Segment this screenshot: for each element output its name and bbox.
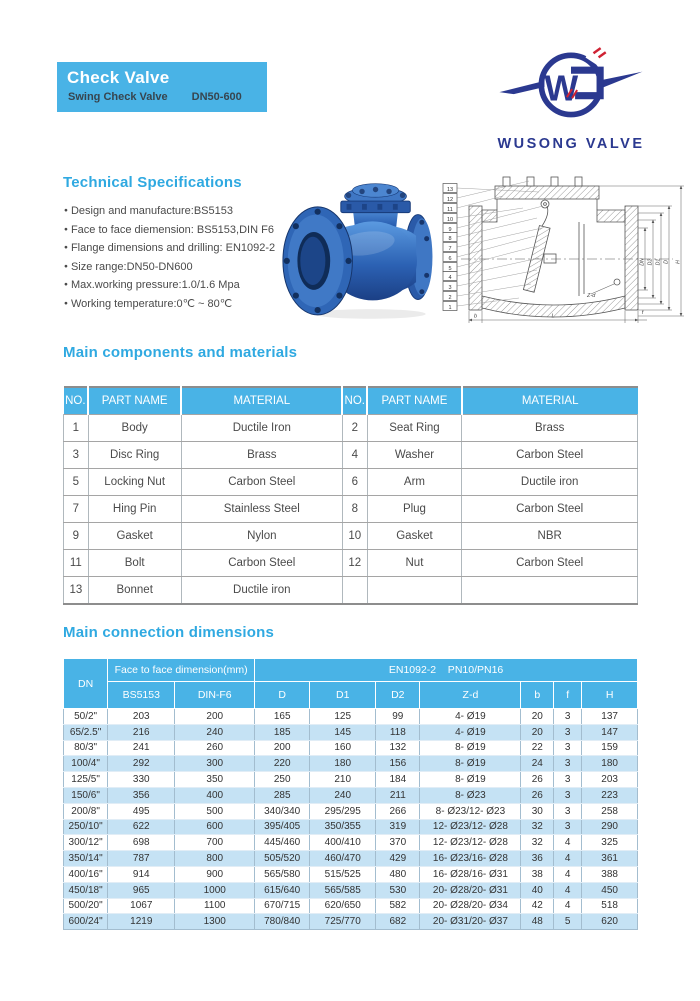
component-cell: NBR [462, 523, 638, 550]
dimension-cell: 450/18" [64, 882, 108, 898]
components-header-row [64, 387, 638, 415]
dimension-cell: 20- Ø28/20- Ø31 [420, 882, 521, 898]
dimension-cell: 32 [521, 835, 554, 851]
table-row [64, 851, 638, 867]
dimension-cell: 150/6" [64, 787, 108, 803]
dimension-cell: 330 [108, 772, 175, 788]
table-row [64, 523, 638, 550]
component-cell: 1 [64, 415, 89, 442]
dimension-cell: 445/460 [255, 835, 310, 851]
dimension-cell: 450 [582, 882, 638, 898]
dimension-cell: 20 [521, 724, 554, 740]
dim-group-header-row [64, 659, 638, 682]
table-row [64, 577, 638, 605]
dimension-cell: 300 [175, 756, 255, 772]
dimension-cell: 241 [108, 740, 175, 756]
dimension-cell: 350 [175, 772, 255, 788]
dimension-cell: 180 [310, 756, 376, 772]
table-row [64, 819, 638, 835]
component-cell: 3 [64, 442, 89, 469]
component-cell: Stainless Steel [181, 496, 342, 523]
components-title: Main components and materials [63, 344, 298, 361]
dimension-cell: 220 [255, 756, 310, 772]
dimension-cell: 100/4" [64, 756, 108, 772]
dimension-cell: 787 [108, 851, 175, 867]
dimension-cell: 1000 [175, 882, 255, 898]
dimension-cell: 266 [376, 803, 420, 819]
drawing-bottom-label: b [473, 313, 478, 320]
drawing-zd-label: Z-d [587, 293, 596, 299]
table-row [64, 724, 638, 740]
dimension-cell: 203 [582, 772, 638, 788]
dimension-cell: 900 [175, 866, 255, 882]
col-header-en1092: EN1092-2 PN10/PN16 [255, 659, 638, 682]
dimension-cell: 22 [521, 740, 554, 756]
dimension-cell: 400/16" [64, 866, 108, 882]
dimension-cell: 99 [376, 709, 420, 725]
dimension-cell: 12- Ø23/12- Ø28 [420, 835, 521, 851]
dimension-cell: 8- Ø19 [420, 756, 521, 772]
table-row [64, 709, 638, 725]
dimension-cell: 20- Ø28/20- Ø34 [420, 898, 521, 914]
component-cell: Disc Ring [88, 442, 181, 469]
dimension-cell: 240 [175, 724, 255, 740]
dimension-cell: 500/20" [64, 898, 108, 914]
dimension-cell: 4- Ø19 [420, 724, 521, 740]
col-header-no: NO. [342, 387, 367, 415]
drawing-callout: 13 [446, 186, 454, 193]
drawing-dim-label: D2 [647, 258, 654, 266]
dimension-cell: 80/3" [64, 740, 108, 756]
drawing-callout: 4 [448, 274, 452, 281]
component-cell: Seat Ring [367, 415, 462, 442]
component-cell: 4 [342, 442, 367, 469]
spec-item: ● Flange dimensions and drilling: EN1092-2 [64, 239, 275, 258]
dimension-cell: 800 [175, 851, 255, 867]
drawing-bottom-label: f [641, 310, 644, 316]
table-row [64, 469, 638, 496]
dimension-cell: 356 [108, 787, 175, 803]
component-cell: Carbon Steel [181, 469, 342, 496]
component-cell: 13 [64, 577, 89, 605]
drawing-callout: 9 [448, 226, 452, 233]
dimension-cell: 50/2" [64, 709, 108, 725]
dimension-cell: 30 [521, 803, 554, 819]
dimension-cell: 240 [310, 787, 376, 803]
dimension-cell: 137 [582, 709, 638, 725]
dimension-cell: 20 [521, 709, 554, 725]
product-subtitle: Swing Check Valve [68, 91, 168, 103]
table-row [64, 803, 638, 819]
component-cell: Bonnet [88, 577, 181, 605]
component-cell: Nut [367, 550, 462, 577]
dimension-cell: 200/8" [64, 803, 108, 819]
dimension-cell: 118 [376, 724, 420, 740]
drawing-callout: 6 [448, 255, 452, 262]
col-header-part-name: PART NAME [367, 387, 462, 415]
component-cell: Arm [367, 469, 462, 496]
drawing-dim-label: D1 [655, 258, 662, 266]
product-title: Check Valve [67, 68, 170, 87]
dim-sub-header: BS5153 [108, 682, 175, 709]
dimensions-title: Main connection dimensions [63, 624, 275, 641]
dimension-cell: 3 [554, 803, 582, 819]
dimension-cell: 24 [521, 756, 554, 772]
dimension-cell: 505/520 [255, 851, 310, 867]
dimension-cell: 48 [521, 914, 554, 930]
col-header-material: MATERIAL [181, 387, 342, 415]
dimension-cell: 65/2.5" [64, 724, 108, 740]
component-cell: Plug [367, 496, 462, 523]
dimension-cell: 216 [108, 724, 175, 740]
component-cell: Hing Pin [88, 496, 181, 523]
dimension-cell: 361 [582, 851, 638, 867]
dimension-cell: 1100 [175, 898, 255, 914]
table-row [64, 415, 638, 442]
dimension-cell: 325 [582, 835, 638, 851]
dimension-cell: 615/640 [255, 882, 310, 898]
dimension-cell: 565/585 [310, 882, 376, 898]
table-row [64, 835, 638, 851]
dim-sub-header: f [554, 682, 582, 709]
dimension-cell: 159 [582, 740, 638, 756]
dimension-cell: 1300 [175, 914, 255, 930]
component-cell: Brass [462, 415, 638, 442]
dimension-cell: 914 [108, 866, 175, 882]
dim-sub-header: D2 [376, 682, 420, 709]
dimension-cell: 622 [108, 819, 175, 835]
table-row [64, 740, 638, 756]
dimension-cell: 3 [554, 756, 582, 772]
component-cell: Body [88, 415, 181, 442]
dimension-cell: 26 [521, 772, 554, 788]
component-cell: 9 [64, 523, 89, 550]
dimension-cell: 500 [175, 803, 255, 819]
component-cell: Carbon Steel [462, 496, 638, 523]
dimension-cell: 20- Ø31/20- Ø37 [420, 914, 521, 930]
spec-item: ● Design and manufacture:BS5153 [64, 202, 275, 221]
dimension-cell: 156 [376, 756, 420, 772]
dimension-cell: 670/715 [255, 898, 310, 914]
dimension-cell: 1067 [108, 898, 175, 914]
drawing-callout: 7 [448, 245, 452, 252]
dim-sub-header: b [521, 682, 554, 709]
drawing-callout: 5 [448, 265, 452, 272]
dimension-cell: 4 [554, 898, 582, 914]
dim-sub-header: H [582, 682, 638, 709]
dimension-cell: 370 [376, 835, 420, 851]
dimension-cell: 145 [310, 724, 376, 740]
component-cell: 6 [342, 469, 367, 496]
dimension-cell: 400 [175, 787, 255, 803]
dimension-cell: 698 [108, 835, 175, 851]
table-row [64, 496, 638, 523]
dimension-cell: 125 [310, 709, 376, 725]
dimension-cell: 200 [175, 709, 255, 725]
dimension-cell: 725/770 [310, 914, 376, 930]
dimension-cell: 4- Ø19 [420, 709, 521, 725]
size-range: DN50-600 [191, 91, 242, 103]
dimension-cell: 38 [521, 866, 554, 882]
dimension-cell: 600/24" [64, 914, 108, 930]
dimension-cell: 125/5" [64, 772, 108, 788]
dimension-cell: 223 [582, 787, 638, 803]
table-row [64, 866, 638, 882]
dimension-cell: 260 [175, 740, 255, 756]
dimension-cell: 8- Ø23/12- Ø23 [420, 803, 521, 819]
brand-name: WUSONG VALVE [497, 136, 645, 152]
dimension-cell: 180 [582, 756, 638, 772]
component-cell: Locking Nut [88, 469, 181, 496]
dimension-cell: 1219 [108, 914, 175, 930]
dimension-cell: 3 [554, 772, 582, 788]
table-row [64, 772, 638, 788]
components-materials-table [63, 386, 638, 605]
component-cell: 10 [342, 523, 367, 550]
dimension-cell: 4 [554, 835, 582, 851]
component-cell: Gasket [367, 523, 462, 550]
dimension-cell: 250 [255, 772, 310, 788]
dimension-cell: 3 [554, 787, 582, 803]
dimension-cell: 429 [376, 851, 420, 867]
dimension-cell: 4 [554, 866, 582, 882]
dimension-cell: 620 [582, 914, 638, 930]
tech-specs-list [64, 202, 275, 314]
dimension-cell: 780/840 [255, 914, 310, 930]
component-cell: Carbon Steel [181, 550, 342, 577]
product-banner [57, 62, 267, 112]
dimension-cell: 3 [554, 740, 582, 756]
dimension-cell: 495 [108, 803, 175, 819]
drawing-callout: 11 [447, 206, 453, 213]
spec-item: ● Face to face diemension: BS5153,DIN F6 [64, 221, 275, 240]
check-valve-illustration-icon [281, 163, 445, 325]
dimension-cell: 36 [521, 851, 554, 867]
dimension-cell: 290 [582, 819, 638, 835]
dimension-cell: 250/10" [64, 819, 108, 835]
dimension-cell: 132 [376, 740, 420, 756]
component-cell: 12 [342, 550, 367, 577]
dimension-cell: 5 [554, 914, 582, 930]
drawing-callout: 3 [448, 284, 452, 291]
dimension-cell: 26 [521, 787, 554, 803]
dimension-cell: 3 [554, 819, 582, 835]
dimension-cell: 147 [582, 724, 638, 740]
col-header-part-name: PART NAME [88, 387, 181, 415]
dimension-cell: 460/470 [310, 851, 376, 867]
dimension-cell: 211 [376, 787, 420, 803]
table-row [64, 550, 638, 577]
spec-item: ● Size range:DN50-DN600 [64, 258, 275, 277]
dim-sub-header: DIN-F6 [175, 682, 255, 709]
component-cell: Bolt [88, 550, 181, 577]
valve-drawing [438, 170, 690, 335]
drawing-bottom-label: L [551, 313, 555, 320]
dimension-cell: 319 [376, 819, 420, 835]
dimension-cell: 600 [175, 819, 255, 835]
dimension-cell: 285 [255, 787, 310, 803]
drawing-callout: 1 [448, 304, 452, 311]
dimension-cell: 515/525 [310, 866, 376, 882]
dimension-cell: 388 [582, 866, 638, 882]
drawing-callout: 8 [448, 235, 452, 242]
table-row [64, 756, 638, 772]
dimension-cell: 210 [310, 772, 376, 788]
component-cell [462, 577, 638, 605]
dimension-cell: 565/580 [255, 866, 310, 882]
component-cell: 5 [64, 469, 89, 496]
spec-item: ● Working temperature:0℃ ~ 80℃ [64, 295, 275, 314]
dimension-cell: 8- Ø19 [420, 740, 521, 756]
dimension-cell: 3 [554, 724, 582, 740]
col-header-face-to-face: Face to face dimension(mm) [108, 659, 255, 682]
dimension-cell: 160 [310, 740, 376, 756]
component-cell: 8 [342, 496, 367, 523]
drawing-dim-label: H [675, 260, 682, 264]
component-cell: Gasket [88, 523, 181, 550]
dimension-cell: 16- Ø28/16- Ø31 [420, 866, 521, 882]
component-cell: 7 [64, 496, 89, 523]
dim-sub-header: D [255, 682, 310, 709]
dimension-cell: 42 [521, 898, 554, 914]
dimension-cell: 700 [175, 835, 255, 851]
dimension-cell: 350/355 [310, 819, 376, 835]
dimension-cell: 480 [376, 866, 420, 882]
dimension-cell: 582 [376, 898, 420, 914]
table-row [64, 882, 638, 898]
dimension-cell: 203 [108, 709, 175, 725]
dimension-cell: 400/410 [310, 835, 376, 851]
dimension-cell: 32 [521, 819, 554, 835]
component-cell: Washer [367, 442, 462, 469]
dimension-cell: 300/12" [64, 835, 108, 851]
drawing-callout: 12 [446, 196, 454, 203]
dim-sub-header-row [64, 682, 638, 709]
col-header-dn: DN [64, 659, 108, 709]
dimension-cell: 12- Ø23/12- Ø28 [420, 819, 521, 835]
drawing-dim-label: D [663, 260, 670, 264]
valve-photo [281, 163, 445, 330]
dimension-cell: 4 [554, 851, 582, 867]
dimension-cell: 185 [255, 724, 310, 740]
component-cell: Nylon [181, 523, 342, 550]
dimension-cell: 295/295 [310, 803, 376, 819]
table-row [64, 442, 638, 469]
dimension-cell: 3 [554, 709, 582, 725]
dim-sub-header: Z-d [420, 682, 521, 709]
logo-mark-icon [497, 40, 645, 134]
connection-dimensions-table [63, 658, 638, 930]
dimension-cell: 530 [376, 882, 420, 898]
dimension-cell: 8- Ø23 [420, 787, 521, 803]
dimension-cell: 40 [521, 882, 554, 898]
tech-specs-title: Technical Specifications [63, 174, 242, 191]
dimension-cell: 200 [255, 740, 310, 756]
component-cell: Carbon Steel [462, 550, 638, 577]
drawing-callout: 2 [448, 294, 452, 301]
component-cell: Ductile iron [181, 577, 342, 605]
component-cell: Ductile iron [462, 469, 638, 496]
col-header-material: MATERIAL [462, 387, 638, 415]
component-cell: Carbon Steel [462, 442, 638, 469]
table-row [64, 898, 638, 914]
product-subtitle-row [57, 91, 267, 103]
dimension-cell: 4 [554, 882, 582, 898]
component-cell: Ductile Iron [181, 415, 342, 442]
dimension-cell: 518 [582, 898, 638, 914]
component-cell [367, 577, 462, 605]
dimension-cell: 184 [376, 772, 420, 788]
spec-item: ● Max.working pressure:1.0/1.6 Mpa [64, 276, 275, 295]
dimension-cell: 395/405 [255, 819, 310, 835]
component-cell: 11 [64, 550, 89, 577]
dimension-cell: 292 [108, 756, 175, 772]
drawing-dim-label: DN [639, 258, 646, 266]
table-row [64, 914, 638, 930]
dimension-cell: 965 [108, 882, 175, 898]
dimension-cell: 340/340 [255, 803, 310, 819]
col-header-no: NO. [64, 387, 89, 415]
dimension-cell: 165 [255, 709, 310, 725]
dimension-cell: 620/650 [310, 898, 376, 914]
valve-section-drawing-icon [438, 170, 690, 330]
dimension-cell: 682 [376, 914, 420, 930]
svg-text:W: W [544, 68, 579, 109]
dimension-cell: 16- Ø23/16- Ø28 [420, 851, 521, 867]
brand-logo [492, 40, 650, 152]
table-row [64, 787, 638, 803]
dimension-cell: 350/14" [64, 851, 108, 867]
dimension-cell: 258 [582, 803, 638, 819]
component-cell: 2 [342, 415, 367, 442]
dim-sub-header: D1 [310, 682, 376, 709]
drawing-callout: 10 [446, 216, 454, 223]
dimension-cell: 8- Ø19 [420, 772, 521, 788]
component-cell [342, 577, 367, 605]
component-cell: Brass [181, 442, 342, 469]
